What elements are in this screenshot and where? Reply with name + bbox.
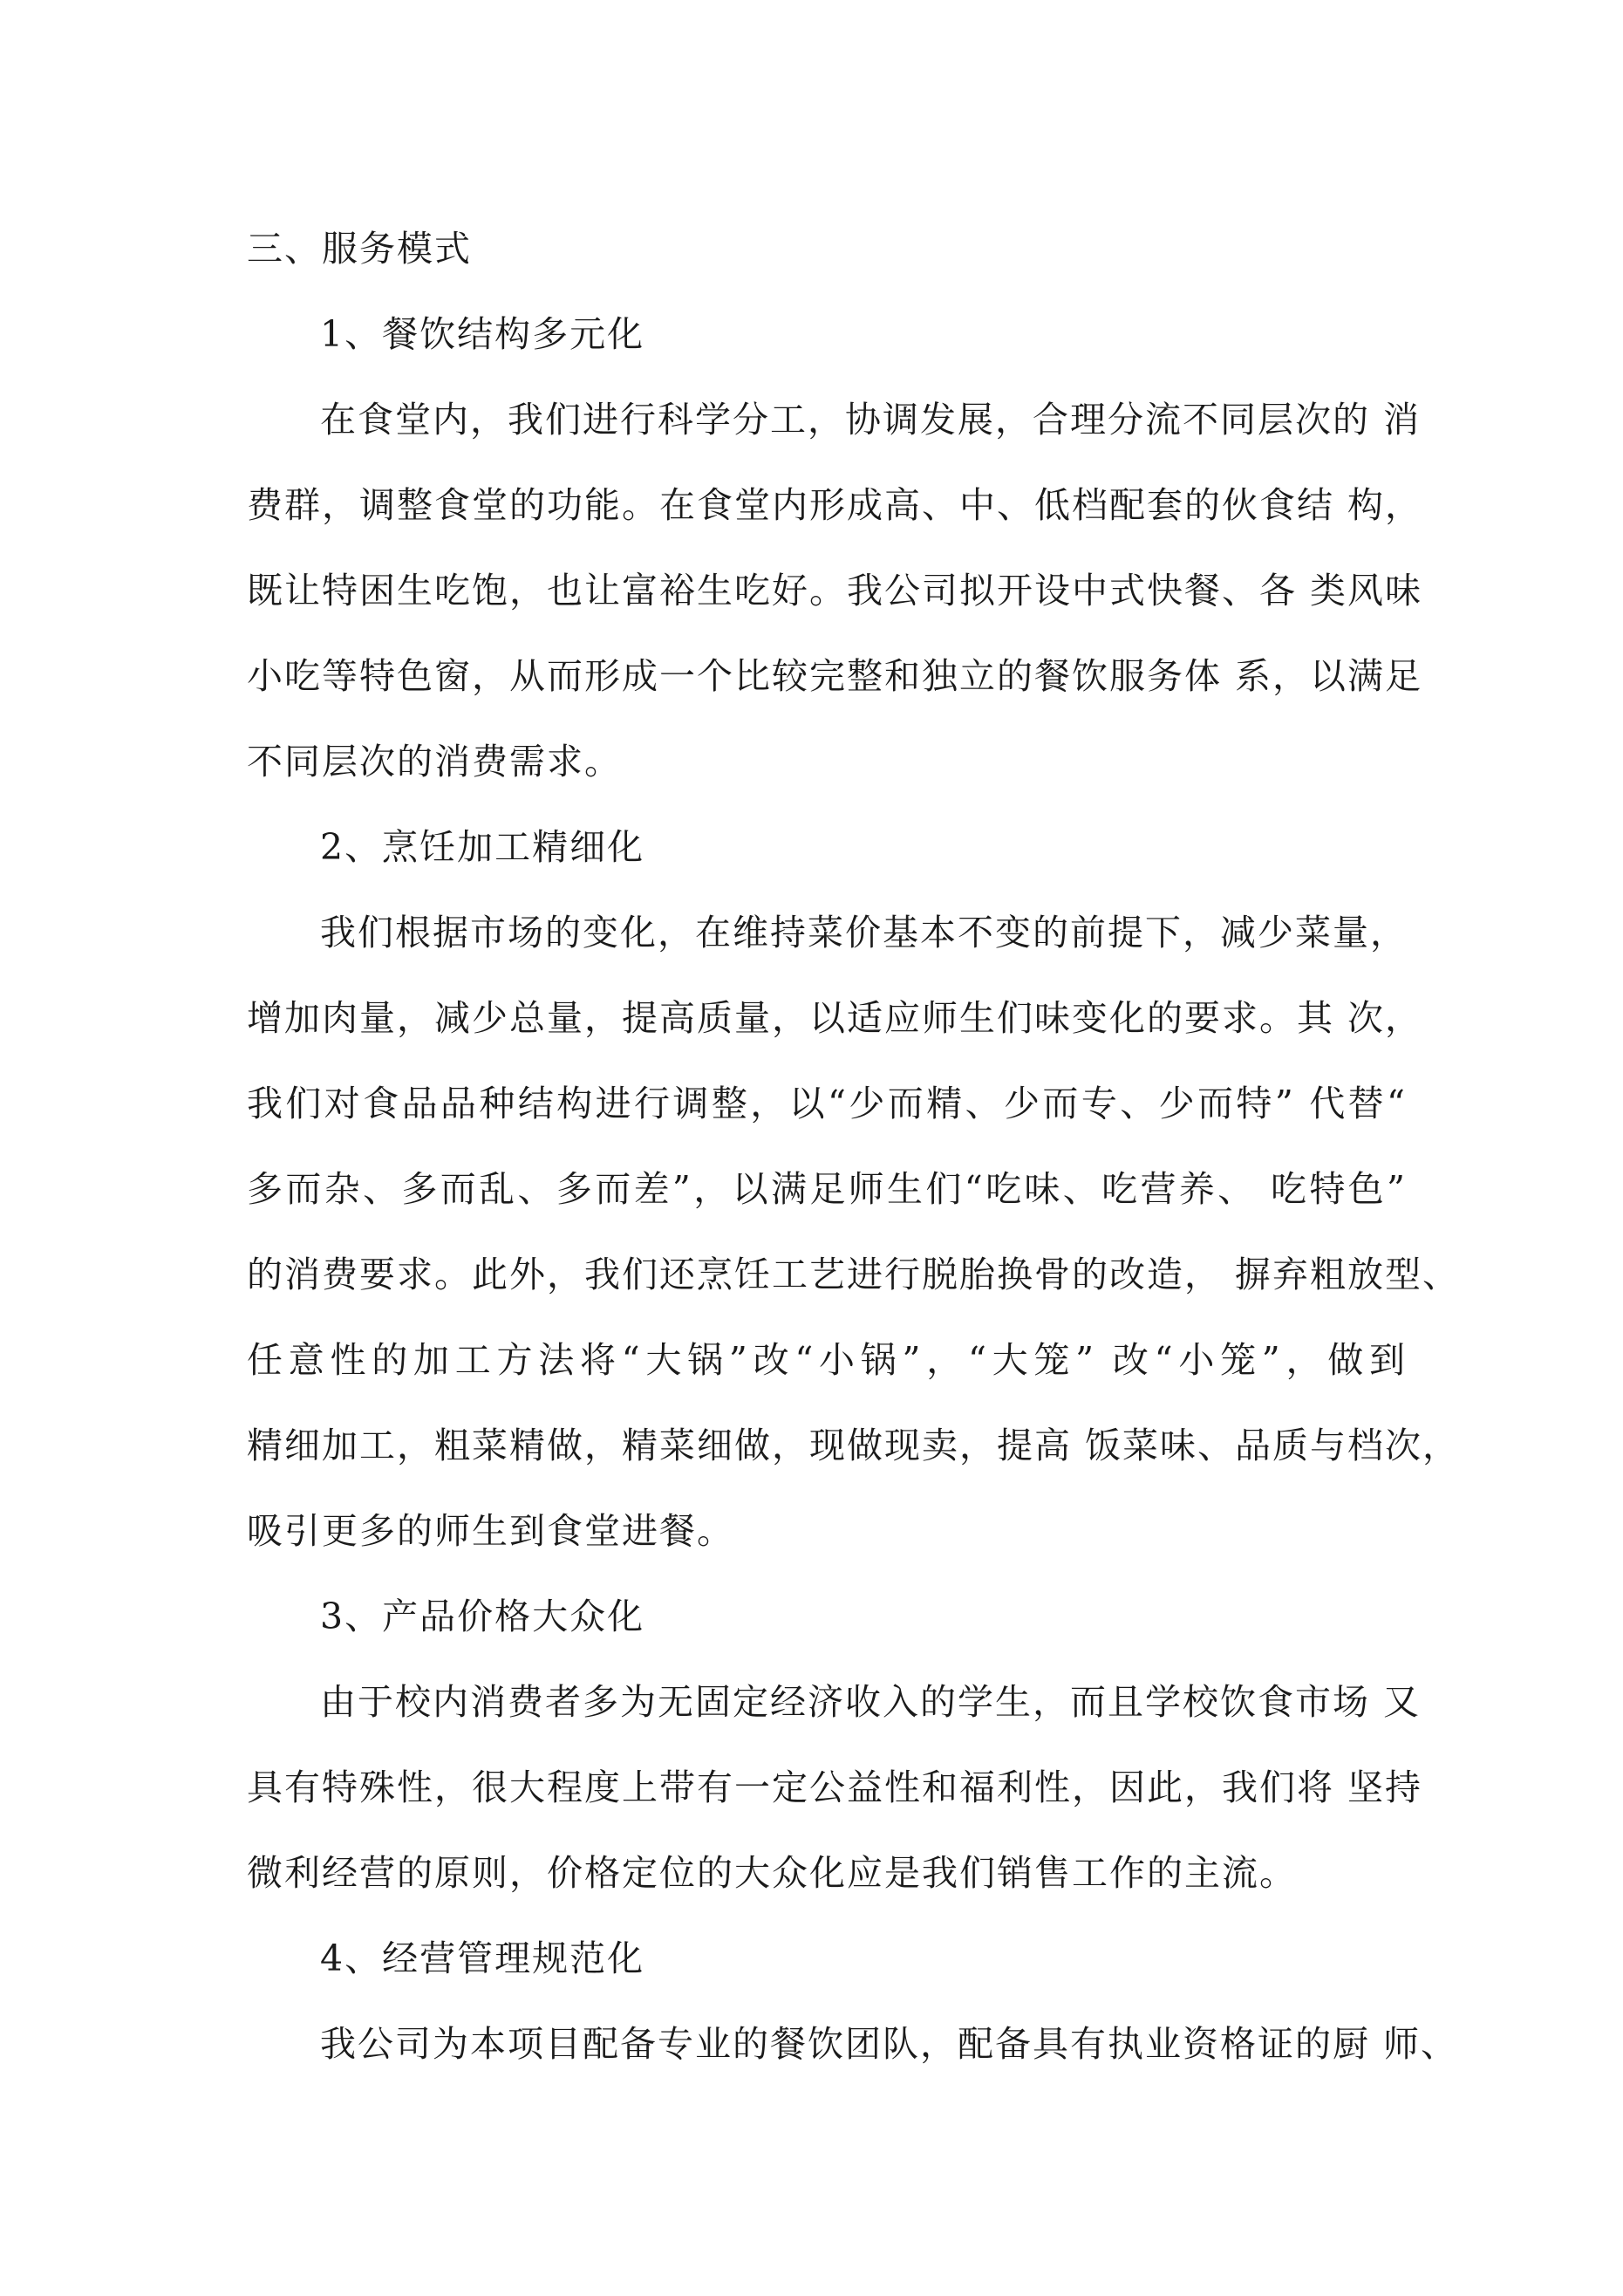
paragraph-line: 费群，调整食堂的功能。在食堂内形成高、中、低档配套的伙食结 构，	[247, 484, 1423, 526]
paragraph-line: 微利经营的原则，价格定位的大众化应是我们销售工作的主流。	[247, 1852, 1297, 1894]
paragraph-line: 不同层次的消费需求。	[247, 741, 622, 782]
paragraph-line: 吸引更多的师生到食堂进餐。	[247, 1510, 734, 1552]
document-body	[247, 206, 1461, 2087]
paragraph-line: 由于校内消费者多为无固定经济收入的学生，而且学校饮食市场 又	[320, 1681, 1422, 1723]
paragraph-line: 我们根据市场的变化，在维持菜价基本不变的前提下，减少菜量，	[320, 912, 1408, 953]
paragraph-line: 小吃等特色窗，从而形成一个比较完整和独立的餐饮服务体 系，以满足	[247, 655, 1423, 697]
paragraph-line: 任意性的加工方法将“大锅”改“小锅”，“大笼” 改“小笼”，做到	[247, 1339, 1407, 1381]
subsection-heading-4: 4、经营管理规范化	[320, 1937, 645, 1979]
subsection-heading-1: 1、餐饮结构多元化	[320, 313, 645, 355]
paragraph-line: 在食堂内，我们进行科学分工，协调发展，合理分流不同层次的 消	[320, 399, 1422, 441]
subsection-heading-3: 3、产品价格大众化	[320, 1596, 645, 1637]
paragraph-line: 增加肉量，减少总量，提高质量，以适应师生们味变化的要求。其 次，	[247, 997, 1423, 1039]
section-title: 三、服务模式	[247, 228, 472, 270]
subsection-heading-2: 2、烹饪加工精细化	[320, 826, 645, 868]
paragraph-line: 精细加工，粗菜精做，精菜细做，现做现卖，提高 饭菜味、品质与档次，	[247, 1425, 1461, 1466]
paragraph-line: 的消费要求。此外，我们还烹饪工艺进行脱胎换骨的改造， 摒弃粗放型、	[247, 1254, 1461, 1295]
paragraph-line: 具有特殊性，很大程度上带有一定公益性和福利性，因此，我们将 坚持	[247, 1766, 1423, 1808]
paragraph-line: 我公司为本项目配备专业的餐饮团队，配备具有执业资格证的厨 师、	[320, 2023, 1459, 2065]
paragraph-line: 既让特困生吃饱，也让富裕生吃好。我公司拟开设中式快餐、各 类风味	[247, 570, 1423, 612]
paragraph-line: 多而杂、多而乱、多而差”，以满足师生们“吃味、吃营养、 吃特色”	[247, 1168, 1407, 1210]
paragraph-line: 我们对食品品种结构进行调整，以“少而精、少而专、少而特” 代替“	[247, 1083, 1407, 1124]
